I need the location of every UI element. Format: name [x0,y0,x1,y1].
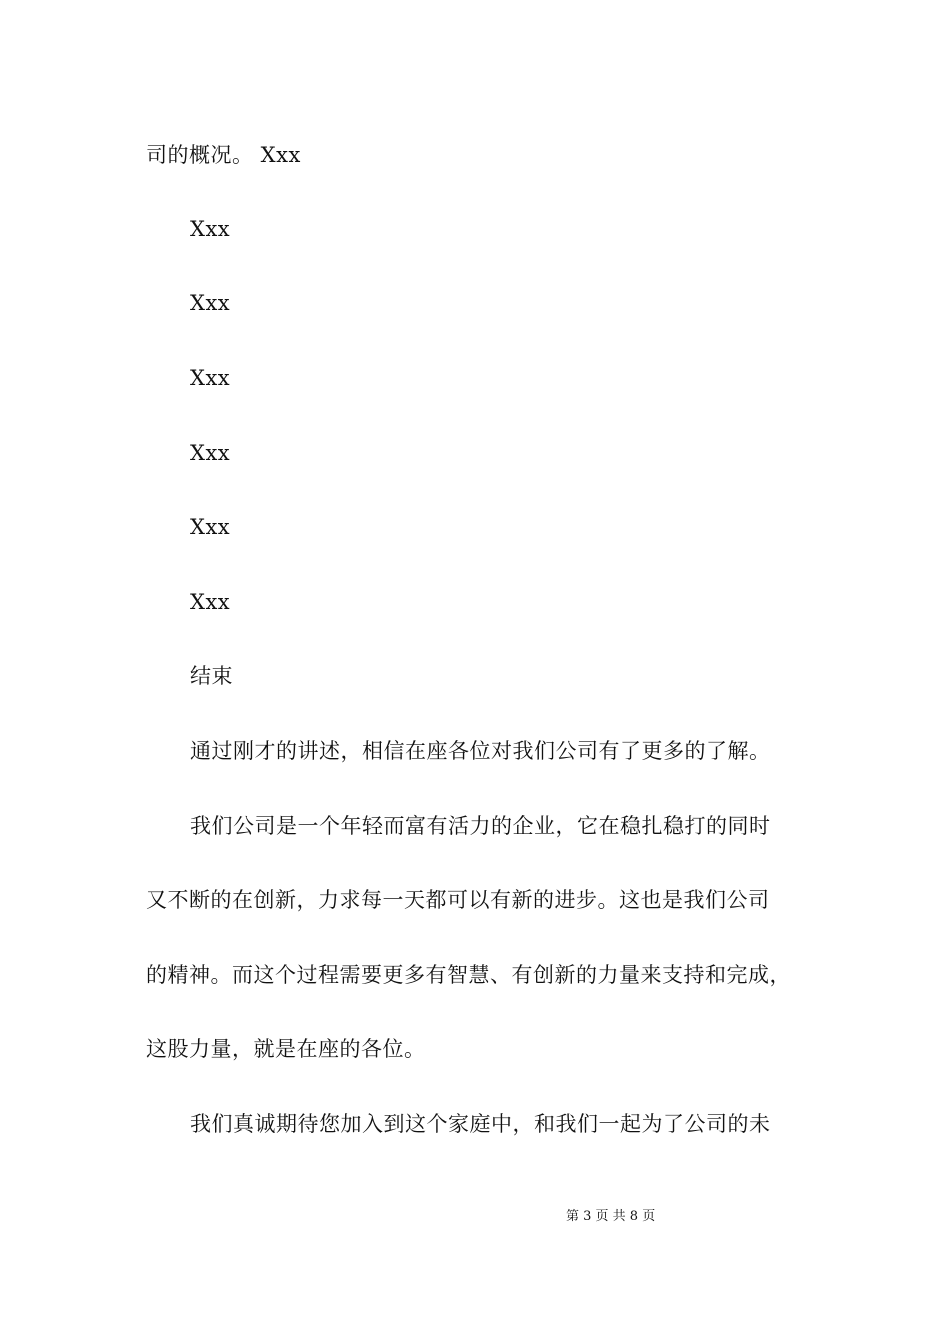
paragraph-line-3: 又不断的在创新，力求每一天都可以有新的进步。这也是我们公司 [146,888,770,912]
paragraph-line-1: 通过刚才的讲述，相信在座各位对我们公司有了更多的了解。 [190,739,771,763]
paragraph-line-6: 我们真诚期待您加入到这个家庭中，和我们一起为了公司的未 [190,1112,771,1136]
page-number-footer: 第 3 页 共 8 页 [566,1209,656,1224]
text-line-5: Xxx [190,441,231,465]
text-line-3: Xxx [190,291,231,315]
text-line-7: Xxx [190,590,231,614]
paragraph-line-5: 这股力量，就是在座的各位。 [146,1037,426,1061]
text-line-2: Xxx [190,217,231,241]
text-line-6: Xxx [190,515,231,539]
text-line-4: Xxx [190,366,231,390]
paragraph-line-4: 的精神。而这个过程需要更多有智慧、有创新的力量来支持和完成， [146,963,791,987]
section-heading-end: 结束 [190,664,233,688]
paragraph-line-2: 我们公司是一个年轻而富有活力的企业，它在稳扎稳打的同时 [190,814,771,838]
text-line-1: 司的概况。 Xxx [146,143,301,167]
